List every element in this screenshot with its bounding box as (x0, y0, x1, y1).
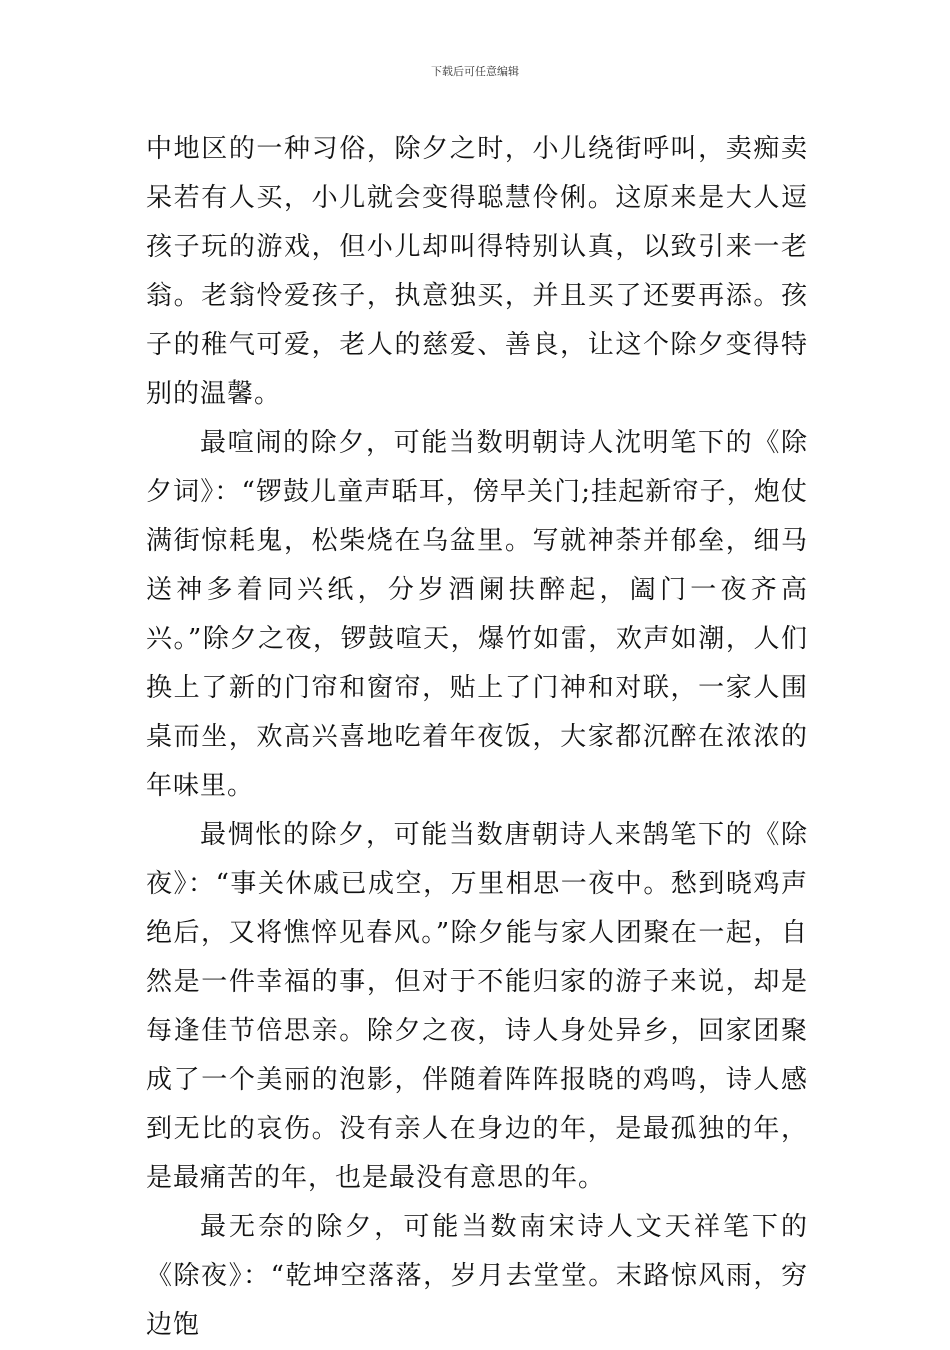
paragraph-most-melancholy-new-years-eve: 最惆怅的除夕，可能当数唐朝诗人来鹄笔下的《除夜》：“事关休戚已成空，万里相思一夜中。愁到晓鸡声绝后，又将憔悴见春风。”除夕能与家人团聚在一起，自然是一件幸福的事，但对于不能归家的游子来说，却是每逢佳节倍思亲。除夕之夜，诗人身处异乡，回家团聚成了一个美丽的泡影，伴随着阵阵报晓的鸡鸣，诗人感到无比的哀伤。没有亲人在身边的年，是最孤独的年，是最痛苦的年，也是最没有意思的年。 (146, 820, 808, 1193)
document-body (146, 125, 808, 1350)
page-header: 下载后可任意编辑 (431, 65, 519, 78)
paragraph-continuation: 中地区的一种习俗，除夕之时，小儿绕街呼叫，卖痴卖呆若有人买，小儿就会变得聪慧伶俐。这原来是大人逗孩子玩的游戏，但小儿却叫得特别认真，以致引来一老翁。老翁怜爱孩子，执意独买，并且买了还要再添。孩子的稚气可爱，老人的慈爱、善良，让这个除夕变得特别的温馨。 (146, 134, 808, 409)
paragraph-liveliest-new-years-eve: 最喧闹的除夕，可能当数明朝诗人沈明笔下的《除夕词》：“锣鼓儿童声聒耳，傍早关门;挂起新帘子，炮仗满街惊耗鬼，松柴烧在乌盆里。写就神荼并郁垒，细马送神多着同兴纸，分岁酒阑扶醉起，阖门一夜齐高兴。”除夕之夜，锣鼓喧天，爆竹如雷，欢声如潮，人们换上了新的门帘和窗帘，贴上了门神和对联，一家人围桌而坐，欢高兴喜地吃着年夜饭，大家都沉醉在浓浓的年味里。 (146, 428, 808, 801)
paragraph-most-helpless-new-years-eve: 最无奈的除夕，可能当数南宋诗人文天祥笔下的《除夜》：“乾坤空落落，岁月去堂堂。末路惊风雨，穷边饱 (146, 1212, 808, 1340)
